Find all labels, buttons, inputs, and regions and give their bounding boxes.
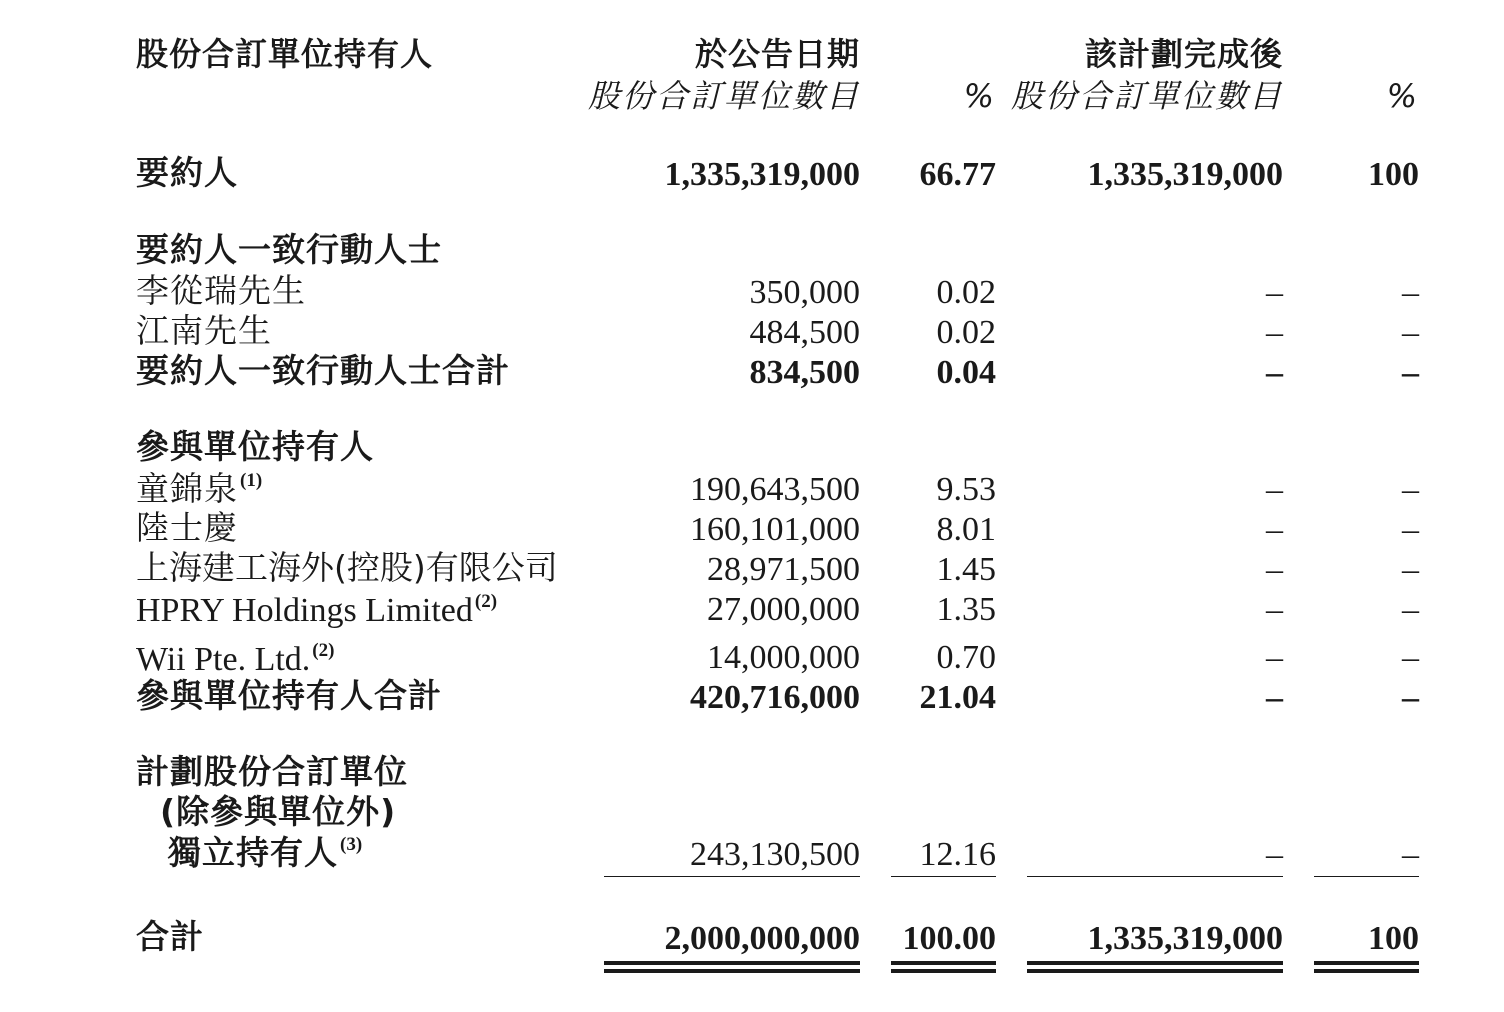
row-wii-units-after: – <box>1266 639 1283 676</box>
row-wii-label <box>136 641 334 677</box>
subtotal-rule <box>891 876 996 877</box>
subtotal-rule <box>1027 876 1283 877</box>
row-lee-pct-now: 0.02 <box>936 274 996 311</box>
row-total-units-now: 2,000,000,000 <box>664 920 860 957</box>
row-wii-pct-after: – <box>1402 639 1419 676</box>
total-double-rule <box>1314 961 1419 973</box>
row-concert-total-pct-now: 0.04 <box>936 354 996 391</box>
row-independent-label-line1: 計劃股份合訂單位 <box>136 752 408 791</box>
subtotal-rule <box>1314 876 1419 877</box>
total-double-rule <box>604 961 860 973</box>
row-wii-pct-now: 0.70 <box>936 639 996 676</box>
row-total-pct-after: 100 <box>1368 920 1419 957</box>
row-lee-pct-after: – <box>1402 274 1419 311</box>
row-hpry-pct-after: – <box>1402 591 1419 628</box>
row-offeror-label: 要約人 <box>136 153 238 192</box>
row-jiang-label: 江南先生 <box>136 311 272 350</box>
header-announcement-date: 於公告日期 <box>694 35 860 73</box>
row-concert-total-pct-after: – <box>1402 354 1419 391</box>
row-hpry-units-now: 27,000,000 <box>707 591 860 628</box>
row-wii-name: Wii Pte. Ltd. <box>136 641 311 678</box>
row-hpry-name: HPRY Holdings Limited <box>136 592 473 629</box>
row-lu-units-now: 160,101,000 <box>690 511 860 548</box>
footnote-3-marker: (3) <box>340 834 363 855</box>
header-units-after: 股份合訂單位數目 <box>1010 77 1283 115</box>
header-after-completion: 該計劃完成後 <box>1084 35 1283 73</box>
row-lee-units-now: 350,000 <box>749 274 860 311</box>
header-holder-label: 股份合訂單位持有人 <box>136 35 434 73</box>
header-pct-now: % <box>963 77 996 115</box>
row-tong-label <box>136 469 263 508</box>
row-total-pct-now: 100.00 <box>902 920 996 957</box>
row-independent-units-after: – <box>1266 836 1283 873</box>
row-total-units-after: 1,335,319,000 <box>1087 920 1283 957</box>
row-participating-total-label: 參與單位持有人合計 <box>136 676 442 715</box>
row-jiang-units-after: – <box>1266 314 1283 351</box>
row-offeror-units-after: 1,335,319,000 <box>1087 156 1283 193</box>
row-lee-units-after: – <box>1266 274 1283 311</box>
row-participating-total-units-after: – <box>1266 679 1283 716</box>
row-lu-pct-after: – <box>1402 511 1419 548</box>
row-total-label: 合計 <box>136 917 204 956</box>
row-shanghai-units-after: – <box>1266 551 1283 588</box>
row-concert-total-label: 要約人一致行動人士合計 <box>136 351 510 390</box>
row-lu-pct-now: 8.01 <box>936 511 996 548</box>
header-pct-after: % <box>1386 77 1419 115</box>
row-independent-label-line2: (除參與單位外) <box>160 792 397 831</box>
row-concert-total-units-now: 834,500 <box>749 354 860 391</box>
footnote-2-marker: (2) <box>312 640 335 661</box>
row-participating-total-pct-after: – <box>1402 679 1419 716</box>
row-hpry-units-after: – <box>1266 591 1283 628</box>
row-hpry-pct-now: 1.35 <box>936 591 996 628</box>
row-tong-pct-now: 9.53 <box>936 471 996 508</box>
row-shanghai-label: 上海建工海外(控股)有限公司 <box>136 548 558 587</box>
row-lee-label: 李從瑞先生 <box>136 271 306 310</box>
total-double-rule <box>1027 961 1283 973</box>
row-tong-name: 童錦泉 <box>136 469 238 508</box>
row-independent-pct-now: 12.16 <box>919 836 996 873</box>
row-offeror-pct-after: 100 <box>1368 156 1419 193</box>
row-independent-name: 獨立持有人 <box>168 833 338 872</box>
row-participating-total-units-now: 420,716,000 <box>690 679 860 716</box>
row-participating-total-pct-now: 21.04 <box>919 679 996 716</box>
row-hpry-label <box>136 592 497 628</box>
row-concert-total-units-after: – <box>1266 354 1283 391</box>
footnote-1-marker: (1) <box>240 470 263 491</box>
row-shanghai-pct-after: – <box>1402 551 1419 588</box>
row-lu-units-after: – <box>1266 511 1283 548</box>
header-units-now: 股份合訂單位數目 <box>587 77 860 115</box>
footnote-2-marker: (2) <box>474 591 498 612</box>
row-offeror-pct-now: 66.77 <box>919 156 996 193</box>
row-offeror-units-now: 1,335,319,000 <box>664 156 860 193</box>
row-jiang-units-now: 484,500 <box>749 314 860 351</box>
row-shanghai-units-now: 28,971,500 <box>707 551 860 588</box>
section-participating-heading: 參與單位持有人 <box>136 427 374 466</box>
row-wii-units-now: 14,000,000 <box>707 639 860 676</box>
row-tong-units-after: – <box>1266 471 1283 508</box>
row-tong-pct-after: – <box>1402 471 1419 508</box>
row-shanghai-pct-now: 1.45 <box>936 551 996 588</box>
section-concert-heading: 要約人一致行動人士 <box>136 230 442 269</box>
row-independent-label-line3 <box>168 833 363 872</box>
row-jiang-pct-now: 0.02 <box>936 314 996 351</box>
row-tong-units-now: 190,643,500 <box>690 471 860 508</box>
subtotal-rule <box>604 876 860 877</box>
row-independent-pct-after: – <box>1402 836 1419 873</box>
row-jiang-pct-after: – <box>1402 314 1419 351</box>
total-double-rule <box>891 961 996 973</box>
row-independent-units-now: 243,130,500 <box>690 836 860 873</box>
row-lu-label: 陸士慶 <box>136 508 238 547</box>
